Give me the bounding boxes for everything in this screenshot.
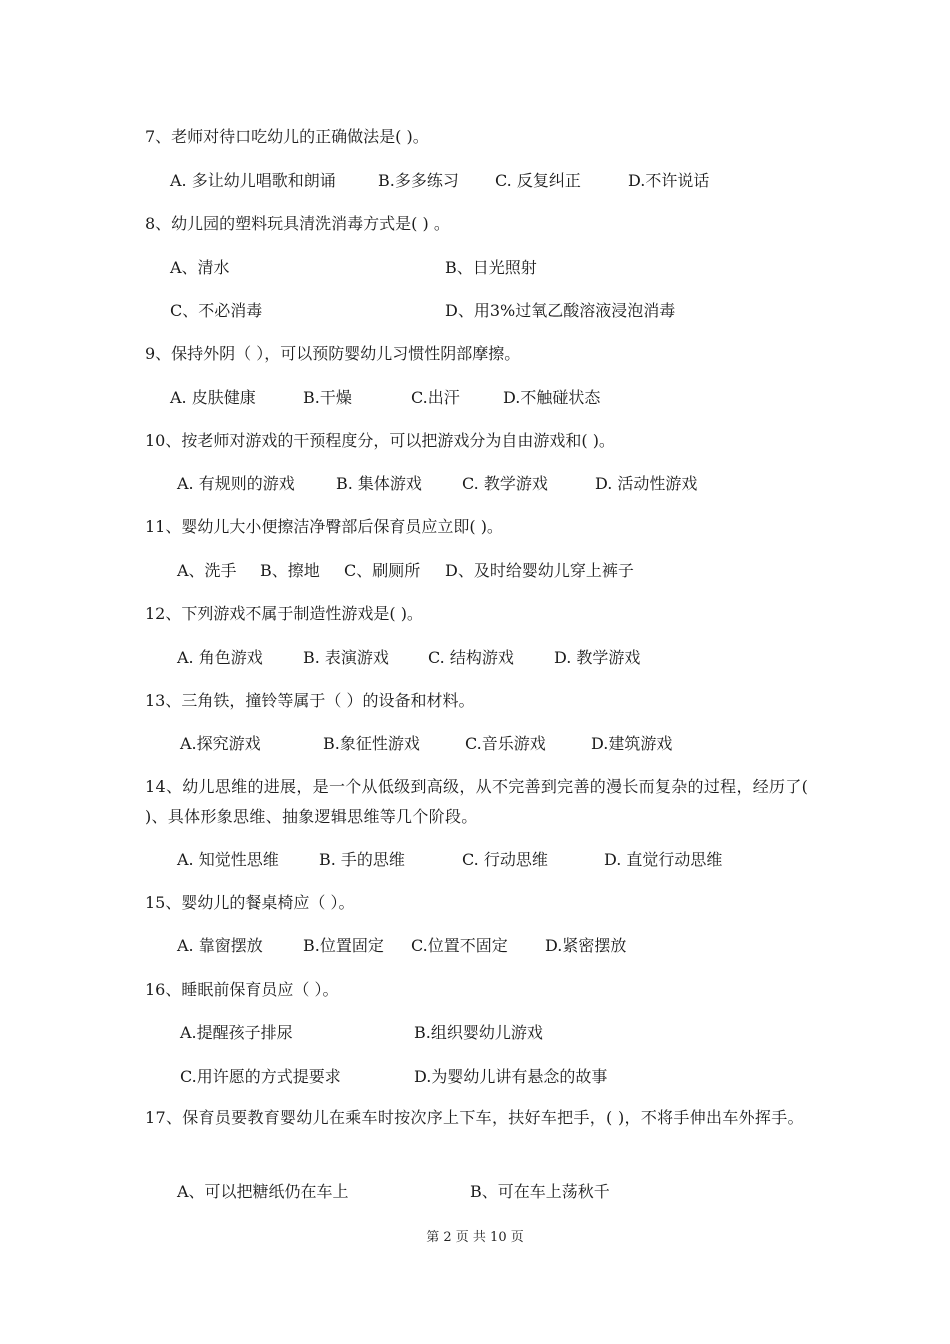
- option-c: C.用许愿的方式提要求: [180, 1067, 341, 1086]
- question-stem: 8、幼儿园的塑料玩具清洗消毒方式是( ) 。: [145, 214, 450, 233]
- option-b: B.多多练习: [378, 171, 459, 190]
- option-d: D.紧密摆放: [545, 936, 627, 955]
- option-b: B、日光照射: [445, 258, 537, 277]
- option-d: D.为婴幼儿讲有悬念的故事: [414, 1067, 608, 1086]
- question-stem: 14、幼儿思维的进展，是一个从低级到高级，从不完善到完善的漫长而复杂的过程，经历了( )、具体形象思维、抽象逻辑思维等几个阶段。: [145, 777, 809, 826]
- option-b: B.组织婴幼儿游戏: [414, 1023, 543, 1042]
- option-c: C. 行动思维: [462, 850, 548, 869]
- question-stem: 13、三角铁，撞铃等属于（ ）的设备和材料。: [145, 691, 475, 710]
- option-c: C. 教学游戏: [462, 474, 548, 493]
- option-b: B、可在车上荡秋千: [470, 1182, 610, 1201]
- option-b: B.象征性游戏: [323, 734, 420, 753]
- option-a: A、清水: [170, 258, 230, 277]
- question-stem: 7、老师对待口吃幼儿的正确做法是( )。: [145, 127, 429, 146]
- option-c: C. 反复纠正: [495, 171, 581, 190]
- question-stem: 11、婴幼儿大小便擦洁净臀部后保育员应立即( )。: [145, 517, 503, 536]
- option-d: D. 活动性游戏: [595, 474, 698, 493]
- option-a: A. 皮肤健康: [170, 388, 256, 407]
- option-b: B.位置固定: [303, 936, 384, 955]
- option-b: B. 表演游戏: [303, 648, 389, 667]
- option-c: C. 结构游戏: [428, 648, 514, 667]
- question-stem: 12、下列游戏不属于制造性游戏是( )。: [145, 604, 423, 623]
- option-a: A. 多让幼儿唱歌和朗诵: [170, 171, 336, 190]
- question-stem: 10、按老师对游戏的干预程度分，可以把游戏分为自由游戏和( )。: [145, 431, 615, 450]
- option-b: B. 手的思维: [319, 850, 405, 869]
- question-stem: 9、保持外阴（ ），可以预防婴幼儿习惯性阴部摩擦。: [145, 344, 521, 363]
- option-a: A、可以把糖纸仍在车上: [177, 1182, 349, 1201]
- option-a: A. 角色游戏: [177, 648, 263, 667]
- option-a: A、洗手: [177, 561, 237, 580]
- option-c: C.位置不固定: [411, 936, 508, 955]
- option-d: D. 教学游戏: [554, 648, 641, 667]
- option-b: B.干燥: [303, 388, 352, 407]
- question-stem: 16、睡眠前保育员应（ ）。: [145, 980, 339, 999]
- option-d: D、及时给婴幼儿穿上裤子: [445, 561, 634, 580]
- option-d: D.建筑游戏: [591, 734, 673, 753]
- option-c: C、不必消毒: [170, 301, 263, 320]
- option-d: D.不触碰状态: [503, 388, 601, 407]
- option-b: B. 集体游戏: [336, 474, 422, 493]
- option-a: A. 有规则的游戏: [177, 474, 295, 493]
- page-footer: 第 2 页 共 10 页: [426, 1230, 524, 1245]
- option-d: D、用3%过氧乙酸溶液浸泡消毒: [445, 301, 676, 320]
- option-c: C.出汗: [411, 388, 460, 407]
- option-a: A. 靠窗摆放: [177, 936, 263, 955]
- option-c: C.音乐游戏: [465, 734, 546, 753]
- option-a: A.探究游戏: [180, 734, 261, 753]
- question-stem: 17、保育员要教育婴幼儿在乘车时按次序上下车，扶好车把手，( )，不将手伸出车外挥手。: [145, 1108, 804, 1127]
- option-b: B、擦地: [260, 561, 320, 580]
- option-d: D. 直觉行动思维: [604, 850, 723, 869]
- option-a: A. 知觉性思维: [177, 850, 279, 869]
- option-c: C、刷厕所: [344, 561, 421, 580]
- option-a: A.提醒孩子排尿: [180, 1023, 293, 1042]
- question-stem: 15、婴幼儿的餐桌椅应（ ）。: [145, 893, 355, 912]
- option-d: D.不许说话: [628, 171, 710, 190]
